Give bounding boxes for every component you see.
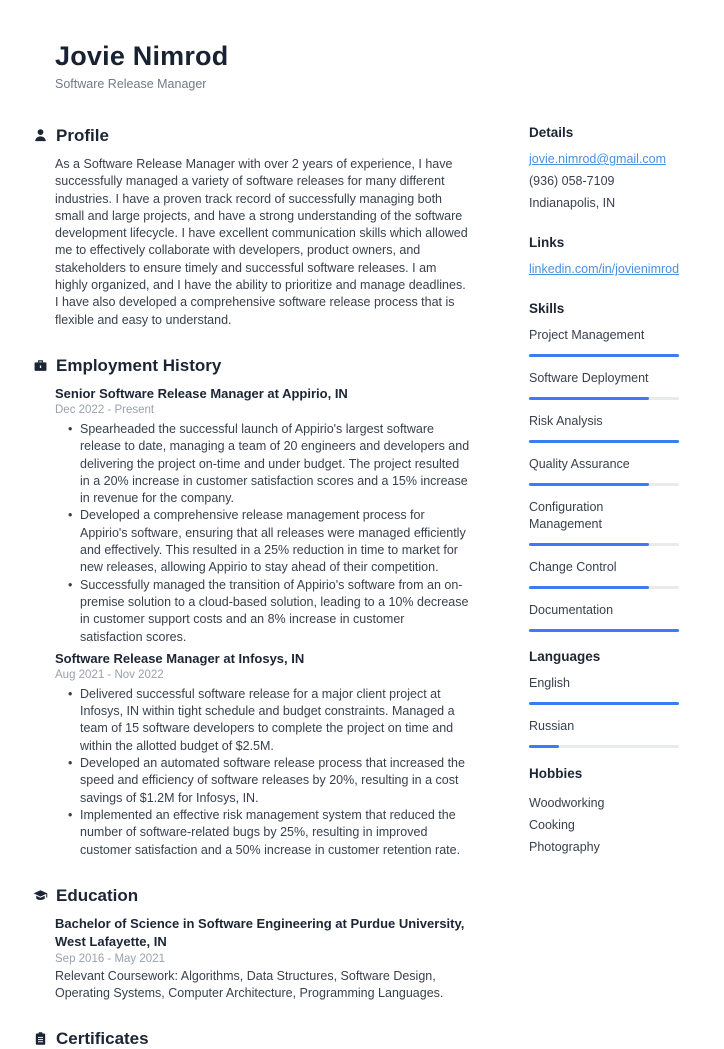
job-bullet: • Implemented an effective risk management system that reduced the number of software-related bugs by 25%, resulting in improved customer satisfaction and a 50% increase in customer retention rate. [67,807,470,859]
job-bullet: • Developed an automated software release process that increased the speed and efficiency of software releases by 20%, resulting in a cost savings of $1.2M for Infosys, IN. [67,755,470,807]
candidate-name: Jovie Nimrod [55,41,229,71]
details-section [529,125,679,212]
job-entry [55,650,470,859]
briefcase-icon [33,358,48,373]
employment-section [33,355,470,859]
skill-item [529,413,679,443]
skill-label: Configuration Management [529,500,604,531]
skills-heading: Skills [529,301,565,316]
skill-item [529,602,679,632]
certificates-section [33,1028,470,1049]
skill-bar [529,397,679,400]
language-item [529,718,679,748]
skill-label: Documentation [529,603,614,617]
language-bar [529,702,679,705]
employment-heading: Employment History [56,355,222,375]
graduation-cap-icon [33,888,48,903]
degree-title: Bachelor of Science in Software Engineering at Purdue University, West Lafayette, IN [55,915,465,949]
main-column [33,40,470,1049]
sidebar-column [529,40,679,1049]
links-heading: Links [529,235,565,250]
languages-section [529,649,679,748]
skill-label: Project Management [529,328,645,342]
certificates-heading: Certificates [56,1029,149,1049]
skill-item [529,499,679,546]
skill-item [529,370,679,400]
profile-heading: Profile [56,126,109,145]
skill-item [529,327,679,357]
skill-bar [529,543,679,546]
job-title: Senior Software Release Manager at Appirio, IN [55,385,348,401]
job-bullet: • Delivered successful software release for a major client project at Infosys, IN within tight schedule and budget constraints. Managed a team of 15 software developers to complete the project on time and within the allotted budget of $2.5M. [67,686,470,755]
skill-label: Risk Analysis [529,414,603,428]
hobbies-section [529,766,679,858]
job-dates: Aug 2021 - Nov 2022 [55,668,164,681]
skill-bar [529,629,679,632]
hobby-item: Woodworking [529,796,605,810]
job-bullet: • Successfully managed the transition of Appirio's software from an on-premise solution to a cloud-based solution, leading to a 10% decrease in customer support costs and an 8% increase in customer satisfaction scores. [67,577,470,646]
skill-item [529,456,679,486]
skill-bar [529,586,679,589]
skills-section [529,301,679,632]
hobby-item: Photography [529,840,600,854]
person-icon [33,128,48,143]
skill-bar [529,440,679,443]
candidate-title: Software Release Manager [55,77,207,91]
skill-label: Quality Assurance [529,457,630,471]
language-bar [529,745,679,748]
profile-section [33,125,470,329]
skill-bar [529,483,679,486]
skill-label: Software Deployment [529,371,649,385]
job-bullet-list [67,421,470,646]
job-bullet-list [67,686,470,859]
details-heading: Details [529,125,574,140]
phone-number: (936) 058-7109 [529,174,615,188]
skill-bar [529,354,679,357]
job-title: Software Release Manager at Infosys, IN [55,650,305,666]
linkedin-link[interactable]: linkedin.com/in/jovienimrod [529,262,680,276]
job-dates: Dec 2022 - Present [55,403,155,416]
hobbies-heading: Hobbies [529,766,583,781]
job-entry [55,385,470,646]
location: Indianapolis, IN [529,196,616,210]
skill-label: Change Control [529,560,617,574]
job-bullet: • Spearheaded the successful launch of Appirio's largest software release to date, managing a team of 20 engineers and developers and delivering the project on-time and under budget. The project resulted in a 20% increase in customer satisfaction scores and a 15% increase in revenue for the company. [67,421,470,507]
language-label: Russian [529,719,575,733]
clipboard-icon [33,1031,48,1046]
profile-text: As a Software Release Manager with over 2 years of experience, I have successfully managed a variety of software releases for many different industries. I have a proven track record of successfully managing both small and large projects, and have a strong understanding of the software development lifecycle. I have excellent communication skills which allowed me to effectively collaborate with developers, product owners, and stakeholders to ensure timely and successful software releases. I am highly organized, and I have the ability to prioritize and manage deadlines. I have also developed a comprehensive software release process that is flexible and easy to understand. [55,157,468,327]
languages-heading: Languages [529,649,601,664]
education-coursework: Relevant Coursework: Algorithms, Data Structures, Software Design, Operating Systems, Computer Architecture, Programming Languages. [55,968,444,1001]
links-section [529,235,679,278]
education-heading: Education [56,885,139,905]
job-bullet: • Developed a comprehensive release management process for Appirio's software, ensuring that all releases were managed efficiently and effectively. This resulted in a 25% reduction in time to market for new releases, allowing Appirio to stay ahead of their competition. [67,507,470,576]
language-label: English [529,676,570,690]
email-link[interactable]: jovie.nimrod@gmail.com [529,152,667,166]
education-dates: Sep 2016 - May 2021 [55,952,165,965]
education-section [33,885,470,1003]
language-item [529,675,679,705]
skill-item [529,559,679,589]
hobby-item: Cooking [529,818,575,832]
